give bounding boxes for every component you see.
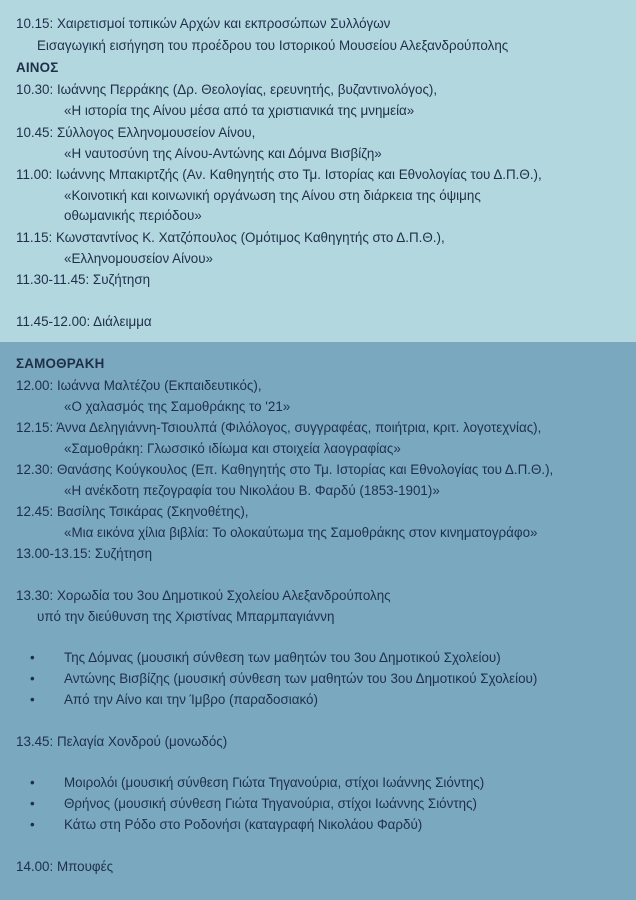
song-item: Της Δόμνας (μουσική σύνθεση των μαθητών του 3ου Δημοτικού Σχολείου) (64, 650, 501, 665)
bullet-icon: • (30, 796, 35, 811)
song-item: Αντώνης Βισβίζης (μουσική σύνθεση των μαθητών του 3ου Δημοτικού Σχολείου) (64, 671, 538, 686)
samothraki-heading: ΣΑΜΟΘΡΑΚΗ (16, 356, 105, 371)
opening-subline: Εισαγωγική εισήγηση του προέδρου του Ιστορικού Μουσείου Αλεξανδρούπολης (37, 38, 509, 53)
talk-title: «Ο χαλασμός της Σαμοθράκης το '21» (64, 399, 291, 414)
talk-title: «Η ανέκδοτη πεζογραφία του Νικολάου Β. Φαρδύ (1853-1901)» (64, 483, 440, 498)
schedule-line: 12.30: Θανάσης Κούγκουλος (Επ. Καθηγητής στο Τμ. Ιστορίας και Εθνολογίας του Δ.Π.Θ.), (16, 462, 554, 477)
song-item: Από την Αίνο και την Ίμβρο (παραδοσιακό) (64, 692, 318, 707)
talk-title: «Σαμοθράκη: Γλωσσικό ιδίωμα και στοιχεία λαογραφίας» (64, 441, 401, 456)
schedule-line: 12.45: Βασίλης Τσικάρας (Σκηνοθέτης), (16, 504, 249, 519)
schedule-line: 10.45: Σύλλογος Ελληνομουσείον Αίνου, (16, 125, 256, 140)
soloist-line: 13.45: Πελαγία Χονδρού (μονωδός) (16, 734, 228, 749)
bullet-icon: • (30, 671, 35, 686)
song-item: Μοιρολόι (μουσική σύνθεση Γιώτα Τηγανούρια, στίχοι Ιωάννης Σιόντης) (64, 775, 485, 790)
discussion-line: 13.00-13.15: Συζήτηση (16, 546, 153, 561)
schedule-line: 11.00: Ιωάννης Μπακιρτζής (Αν. Καθηγητής στο Τμ. Ιστορίας και Εθνολογίας του Δ.Π.Θ.), (16, 167, 542, 182)
talk-title-continued: οθωμανικής περιόδου» (64, 208, 202, 223)
song-item: Κάτω στη Ρόδο στο Ροδονήσι (καταγραφή Νικολάου Φαρδύ) (64, 817, 423, 832)
bullet-icon: • (30, 775, 35, 790)
choir-subline: υπό την διεύθυνση της Χριστίνας Μπαρμπαγιάννη (37, 609, 335, 624)
closing-line: 14.00: Μπουφές (16, 859, 114, 874)
talk-title: «Η ναυτοσύνη της Αίνου-Αντώνης και Δόμνα Βισβίζη» (64, 146, 382, 161)
opening-line: 10.15: Χαιρετισμοί τοπικών Αρχών και εκπροσώπων Συλλόγων (16, 16, 391, 31)
song-item: Θρήνος (μουσική σύνθεση Γιώτα Τηγανούρια, στίχοι Ιωάννης Σιόντης) (64, 796, 477, 811)
discussion-line: 11.30-11.45: Συζήτηση (16, 272, 151, 287)
bullet-icon: • (30, 650, 35, 665)
choir-line: 13.30: Χορωδία του 3ου Δημοτικού Σχολείου Αλεξανδρούπολης (16, 588, 391, 603)
schedule-line: 11.15: Κωνσταντίνος Κ. Χατζόπουλος (Ομότιμος Καθηγητής στο Δ.Π.Θ.), (16, 230, 445, 245)
schedule-line: 12.15: Άννα Δεληγιάννη-Τσιουλπά (Φιλόλογος, συγγραφέας, ποιήτρια, κριτ. λογοτεχνίας), (16, 420, 542, 435)
bullet-icon: • (30, 817, 35, 832)
ainos-heading: ΑΙΝΟΣ (16, 60, 59, 75)
bullet-icon: • (30, 692, 35, 707)
break-line: 11.45-12.00: Διάλειμμα (16, 314, 152, 329)
talk-title: «Η ιστορία της Αίνου μέσα από τα χριστιανικά της μνημεία» (64, 103, 415, 118)
talk-title: «Κοινοτική και κοινωνική οργάνωση της Αίνου στη διάρκεια της όψιμης (64, 188, 481, 203)
talk-title: «Μια εικόνα χίλια βιβλία: Το ολοκαύτωμα της Σαμοθράκης στον κινηματογράφο» (64, 525, 538, 540)
schedule-line: 10.30: Ιωάννης Περράκης (Δρ. Θεολογίας, ερευνητής, βυζαντινολόγος), (16, 82, 438, 97)
schedule-line: 12.00: Ιωάννα Μαλτέζου (Εκπαιδευτικός), (16, 378, 262, 393)
talk-title: «Ελληνομουσείον Αίνου» (64, 251, 213, 266)
